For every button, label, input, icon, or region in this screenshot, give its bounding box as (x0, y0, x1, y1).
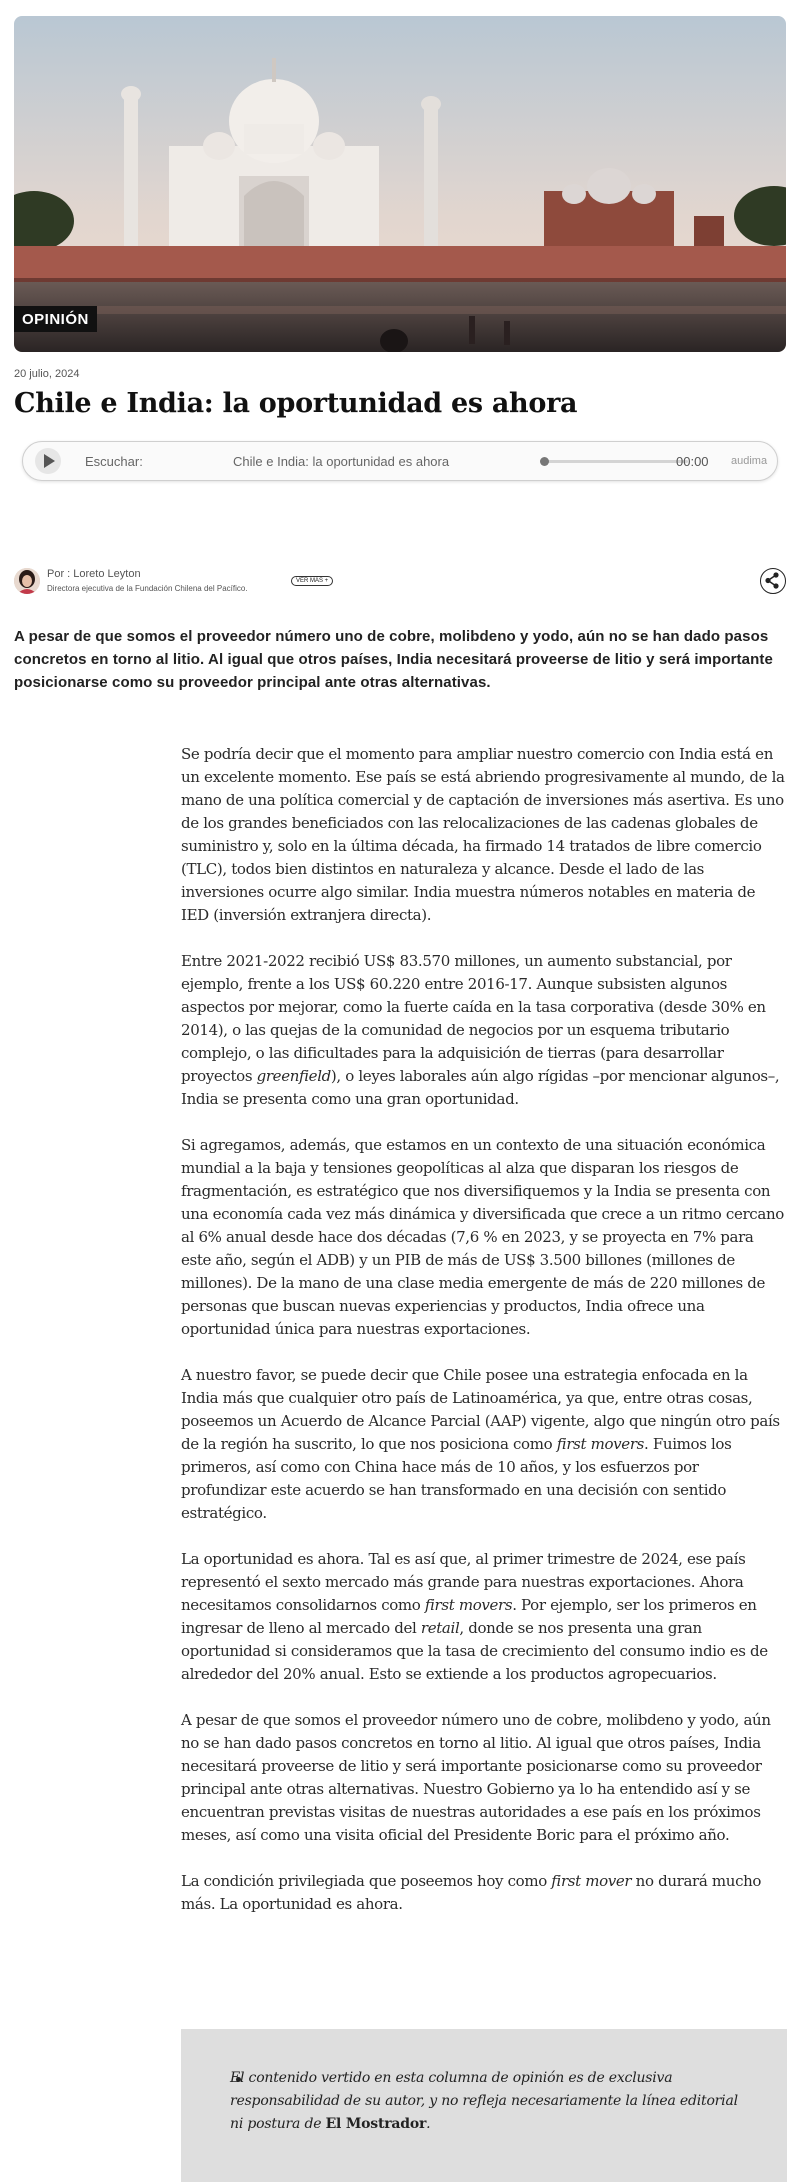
player-track-title: Chile e India: la oportunidad es ahora (233, 454, 450, 469)
hero-image (14, 16, 786, 352)
article-lead: A pesar de que somos el proveedor número uno de cobre, molibdeno y yodo, aún no se han dado pasos concretos en torno al litio. Al igual que otros países, India necesitará proveerse de litio y será importante posicionarse como su proveedor principal ante otras alternativas. (14, 628, 773, 691)
author-name[interactable]: Por : Loreto Leyton (47, 568, 141, 580)
author-row (14, 568, 786, 598)
player-listen-label: Escuchar: (85, 454, 143, 469)
share-button[interactable] (760, 568, 786, 594)
share-icon (761, 569, 784, 592)
avatar[interactable] (14, 568, 40, 594)
paragraph: La condición privilegiada que poseemos hoy como first mover no durará mucho más. La oportunidad es ahora. (181, 1872, 762, 1913)
paragraph: La oportunidad es ahora. Tal es así que, al primer trimestre de 2024, ese país representó el sexto mercado más grande para nuestras exportaciones. Ahora necesitamos consolidarnos como first movers. Por ejemplo, ser los primeros en ingresar de lleno al mercado del retail, donde se nos presenta una gran oportunidad si consideramos que la tasa de crecimiento del consumo indio es de alrededor del 20% anual. Esto se extiende a los productos agropecuarios. (181, 1550, 768, 1683)
player-progress-bar[interactable] (543, 460, 688, 463)
paragraph: Si agregamos, además, que estamos en un contexto de una situación económica mundial a la baja y tensiones geopolíticas al alza que disparan los riesgos de fragmentación, es estratégico que nos diversifiquemos y la India se presenta con una economía cada vez más dinámica y diversificada que crece a un ritmo cercano al 6% anual desde hace dos décadas (7,6 % en 2023, y se proyecta en 7% para este año, según el ADB) y un PIB de más de US$ 3.500 billones (millones de millones). De la mano de una clase media emergente de más de 220 millones de personas que buscan nuevas experiencias y productos, India ofrece una oportunidad única para nuestras exportaciones. (181, 1136, 784, 1338)
author-role: Directora ejecutiva de la Fundación Chilena del Pacífico. (47, 584, 248, 593)
section-tag[interactable]: OPINIÓN (14, 306, 97, 332)
player-progress-handle[interactable] (540, 457, 549, 466)
author-photo (14, 568, 40, 594)
paragraph: Entre 2021-2022 recibió US$ 83.570 millones, un aumento substancial, por ejemplo, frente a los US$ 60.220 entre 2016-17. Aunque subsisten algunos aspectos por mejorar, como la fuerte caída en la tasa corporativa (desde 30% en 2014), o las quejas de la comunidad de negocios por un esquema tributario complejo, o las dificultades para la adquisición de tierras (para desarrollar proyectos greenfield), o leyes laborales aún algo rígidas –por mencionar algunos–, India se presenta como una gran oportunidad. (181, 952, 780, 1108)
disclaimer-text: El contenido vertido en esta columna de opinión es de exclusiva responsabilidad de su autor, y no refleja necesariamente la línea editorial ni postura de El Mostrador. (230, 2070, 738, 2132)
page-title: Chile e India: la oportunidad es ahora (14, 388, 578, 419)
play-icon[interactable] (35, 448, 61, 474)
paragraph: Se podría decir que el momento para ampliar nuestro comercio con India está en un excelente momento. Ese país se está abriendo progresivamente al mundo, de la mano de una política comercial y de captación de inversiones más asertiva. Es uno de los grandes beneficiados con las relocalizaciones de las cadenas globales de suministro y, solo en la última década, ha firmado 14 tratados de libre comercio (TLC), todos bien distintos en naturaleza y alcance. Desde el lado de las inversiones ocurre algo similar. India muestra números notables en materia de IED (inversión extranjera directa). (181, 745, 785, 924)
see-more-button[interactable]: VER MÁS + (291, 576, 333, 586)
taj-mahal-photo (14, 16, 786, 352)
paragraph: A nuestro favor, se puede decir que Chile posee una estrategia enfocada en la India más que cualquier otro país de Latinoamérica, ya que, entre otras cosas, poseemos un Acuerdo de Alcance Parcial (AAP) vigente, algo que ningún otro país de la región ha suscrito, lo que nos posiciona como first movers. Fuimos los primeros, así como con China hace más de 10 años, y los esfuerzos por profundizar este acuerdo se han transformado en una decisión con sentido estratégico. (181, 1366, 780, 1522)
player-brand[interactable]: audima (731, 455, 768, 467)
audio-player (22, 441, 778, 481)
player-time: 00:00 (676, 454, 709, 469)
paragraph: A pesar de que somos el proveedor número uno de cobre, molibdeno y yodo, aún no se han dado pasos concretos en torno al litio. Al igual que otros países, India necesitará proveerse de litio y será importante posicionarse como su proveedor principal ante otras alternativas. Nuestro Gobierno ya lo ha entendido así y se encuentran previstas visitas de nuestras autoridades a ese país en los próximos meses, así como una visita oficial del Presidente Boric para el próximo año. (181, 1711, 771, 1844)
disclaimer-box (181, 2029, 787, 2182)
publish-date: 20 julio, 2024 (14, 368, 80, 380)
article-body (181, 743, 787, 1939)
